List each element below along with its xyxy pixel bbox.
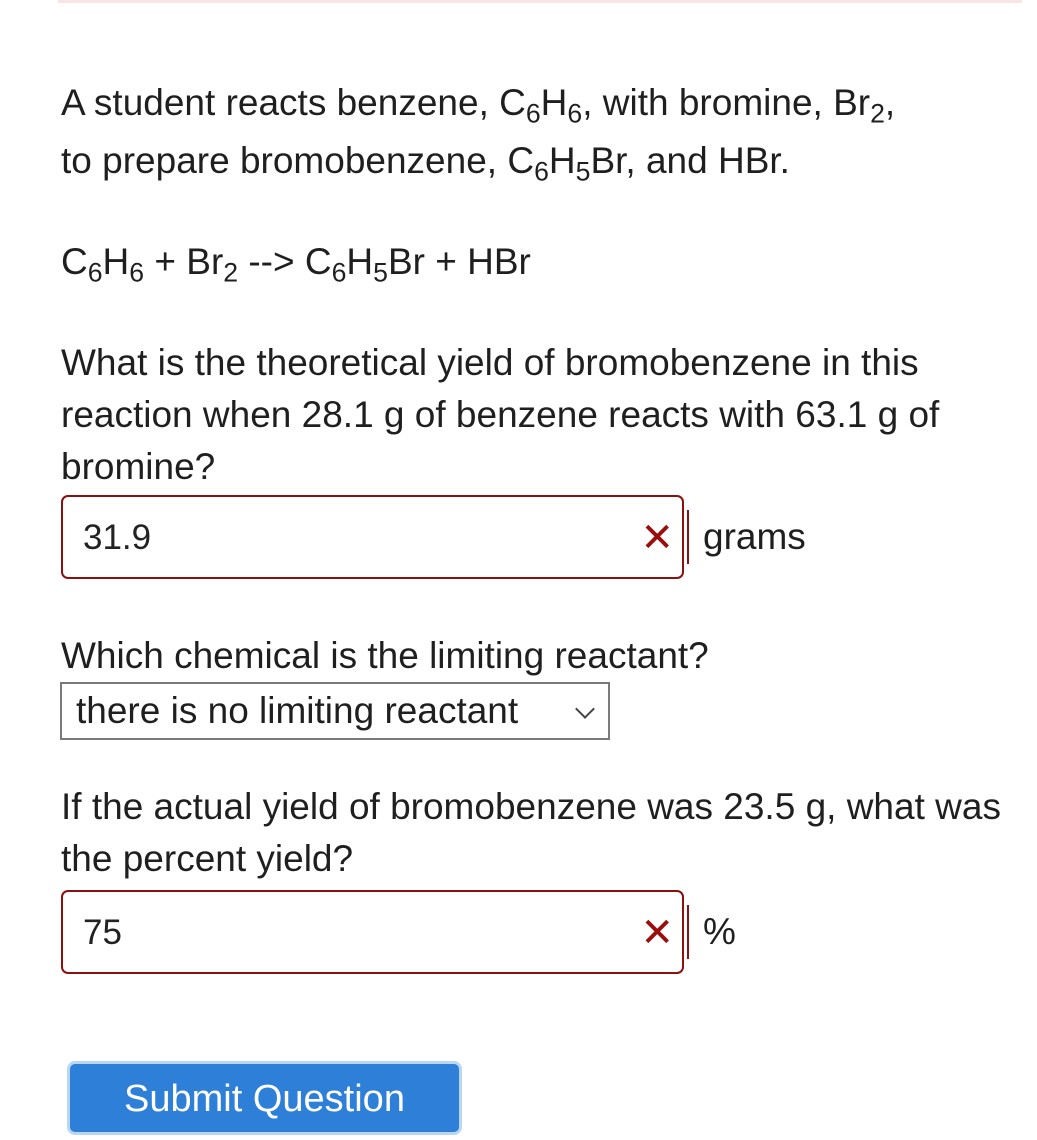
theoretical-yield-value[interactable]: 31.9 <box>83 518 152 557</box>
chevron-down-icon <box>575 699 595 719</box>
reaction-equation: $C_6H_6 + Br_2$ --> $C_6H_5Br$ + HBr <box>61 241 531 288</box>
submit-question-button[interactable]: Submit Question <box>67 1061 462 1135</box>
incorrect-icon: ✕ <box>640 516 674 560</box>
question-limiting-reactant: Which chemical is the limiting reactant? <box>61 635 709 676</box>
unit-label-grams: grams <box>687 510 806 564</box>
unit-label-percent: % <box>687 905 736 959</box>
question-percent-yield: If the actual yield of bromobenzene was 23.5 g, what was the percent yield? <box>61 786 1001 879</box>
top-divider <box>58 0 1022 3</box>
intro-line-1: A student reacts benzene, $C_6H_6$, with bromine, $Br_2$, <box>61 82 896 129</box>
theoretical-yield-input[interactable] <box>61 495 684 579</box>
percent-yield-value[interactable]: 75 <box>83 913 122 952</box>
percent-yield-input[interactable] <box>61 890 684 974</box>
question-theoretical-yield: What is the theoretical yield of bromobenzene in this reaction when 28.1 g of benzene reacts with 63.1 g of bromine? <box>61 342 940 487</box>
limiting-reactant-select[interactable] <box>60 682 610 740</box>
intro-line-2: to prepare bromobenzene, $C_6H_5Br$, and HBr. <box>61 140 790 187</box>
incorrect-icon: ✕ <box>640 911 674 955</box>
limiting-reactant-selected: there is no limiting reactant <box>76 690 519 731</box>
problem-intro <box>61 74 1036 190</box>
